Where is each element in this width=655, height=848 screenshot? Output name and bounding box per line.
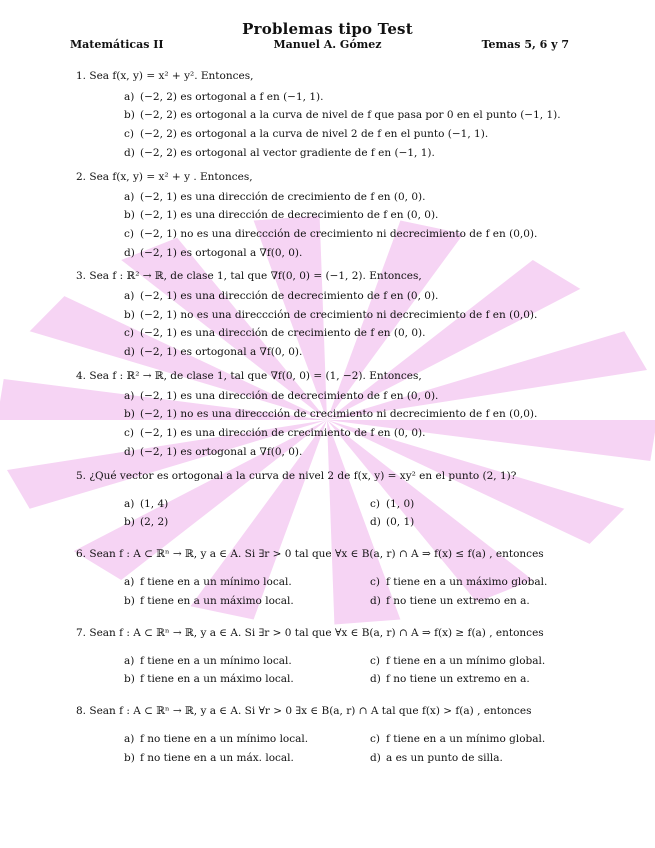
subject-label: Matemáticas II	[70, 38, 164, 51]
option-6d[interactable]: d) f no tiene un extremo en a.	[370, 595, 530, 607]
topics-label: Temas 5, 6 y 7	[481, 38, 569, 51]
option-1b[interactable]: b) (−2, 2) es ortogonal a la curva de nivel de f que pasa por 0 en el punto (−1, 1).	[124, 109, 561, 121]
question-8: 8. Sean f : A ⊂ ℝⁿ → ℝ, y a ∈ A. Si ∀r > 0 ∃x ∈ B(a, r) ∩ A tal que f(x) > f(a) , entonces	[76, 705, 532, 717]
option-6c[interactable]: c) f tiene en a un máximo global.	[370, 576, 548, 588]
question-2: 2. Sea f(x, y) = x² + y . Entonces,	[76, 171, 253, 183]
option-1c[interactable]: c) (−2, 2) es ortogonal a la curva de nivel 2 de f en el punto (−1, 1).	[124, 128, 489, 140]
page-title: Problemas tipo Test	[242, 20, 413, 38]
option-3c[interactable]: c) (−2, 1) es una dirección de crecimiento de f en (0, 0).	[124, 327, 426, 339]
option-7b[interactable]: b) f tiene en a un máximo local.	[124, 673, 294, 685]
option-8b[interactable]: b) f no tiene en a un máx. local.	[124, 752, 294, 764]
option-6a[interactable]: a) f tiene en a un mínimo local.	[124, 576, 292, 588]
question-6: 6. Sean f : A ⊂ ℝⁿ → ℝ, y a ∈ A. Si ∃r > 0 tal que ∀x ∈ B(a, r) ∩ A ⇒ f(x) ≤ f(a) , entonces	[76, 548, 544, 560]
option-8a[interactable]: a) f no tiene en a un mínimo local.	[124, 733, 309, 745]
option-3d[interactable]: d) (−2, 1) es ortogonal a ∇f(0, 0).	[124, 346, 303, 358]
option-8c[interactable]: c) f tiene en a un mínimo global.	[370, 733, 546, 745]
option-4d[interactable]: d) (−2, 1) es ortogonal a ∇f(0, 0).	[124, 446, 303, 458]
option-2d[interactable]: d) (−2, 1) es ortogonal a ∇f(0, 0).	[124, 247, 303, 259]
option-3a[interactable]: a) (−2, 1) es una dirección de decrecimiento de f en (0, 0).	[124, 290, 439, 302]
question-1: 1. Sea f(x, y) = x² + y². Entonces,	[76, 70, 254, 82]
question-5: 5. ¿Qué vector es ortogonal a la curva de nivel 2 de f(x, y) = xy² en el punto (2, 1)?	[76, 470, 517, 482]
option-5c[interactable]: c) (1, 0)	[370, 498, 415, 510]
option-7d[interactable]: d) f no tiene un extremo en a.	[370, 673, 530, 685]
option-7a[interactable]: a) f tiene en a un mínimo local.	[124, 655, 292, 667]
option-1d[interactable]: d) (−2, 2) es ortogonal al vector gradiente de f en (−1, 1).	[124, 147, 435, 159]
option-2b[interactable]: b) (−2, 1) es una dirección de decrecimiento de f en (0, 0).	[124, 209, 439, 221]
option-2c[interactable]: c) (−2, 1) no es una direccción de crecimiento ni decrecimiento de f en (0,0).	[124, 228, 538, 240]
option-2a[interactable]: a) (−2, 1) es una dirección de crecimiento de f en (0, 0).	[124, 191, 426, 203]
option-5d[interactable]: d) (0, 1)	[370, 516, 415, 528]
option-5a[interactable]: a) (1, 4)	[124, 498, 169, 510]
option-4a[interactable]: a) (−2, 1) es una dirección de decrecimiento de f en (0, 0).	[124, 390, 439, 402]
option-4b[interactable]: b) (−2, 1) no es una direccción de crecimiento ni decrecimiento de f en (0,0).	[124, 408, 538, 420]
option-3b[interactable]: b) (−2, 1) no es una direccción de crecimiento ni decrecimiento de f en (0,0).	[124, 309, 538, 321]
question-3: 3. Sea f : ℝ² → ℝ, de clase 1, tal que ∇f(0, 0) = (−1, 2). Entonces,	[76, 270, 422, 282]
question-7: 7. Sean f : A ⊂ ℝⁿ → ℝ, y a ∈ A. Si ∃r > 0 tal que ∀x ∈ B(a, r) ∩ A ⇒ f(x) ≥ f(a) , entonces	[76, 627, 544, 639]
option-6b[interactable]: b) f tiene en a un máximo local.	[124, 595, 294, 607]
question-4: 4. Sea f : ℝ² → ℝ, de clase 1, tal que ∇f(0, 0) = (1, −2). Entonces,	[76, 370, 422, 382]
option-5b[interactable]: b) (2, 2)	[124, 516, 169, 528]
author-label: Manuel A. Gómez	[273, 38, 382, 51]
option-7c[interactable]: c) f tiene en a un mínimo global.	[370, 655, 546, 667]
option-4c[interactable]: c) (−2, 1) es una dirección de crecimiento de f en (0, 0).	[124, 427, 426, 439]
option-1a[interactable]: a) (−2, 2) es ortogonal a f en (−1, 1).	[124, 91, 324, 103]
option-8d[interactable]: d) a es un punto de silla.	[370, 752, 503, 764]
